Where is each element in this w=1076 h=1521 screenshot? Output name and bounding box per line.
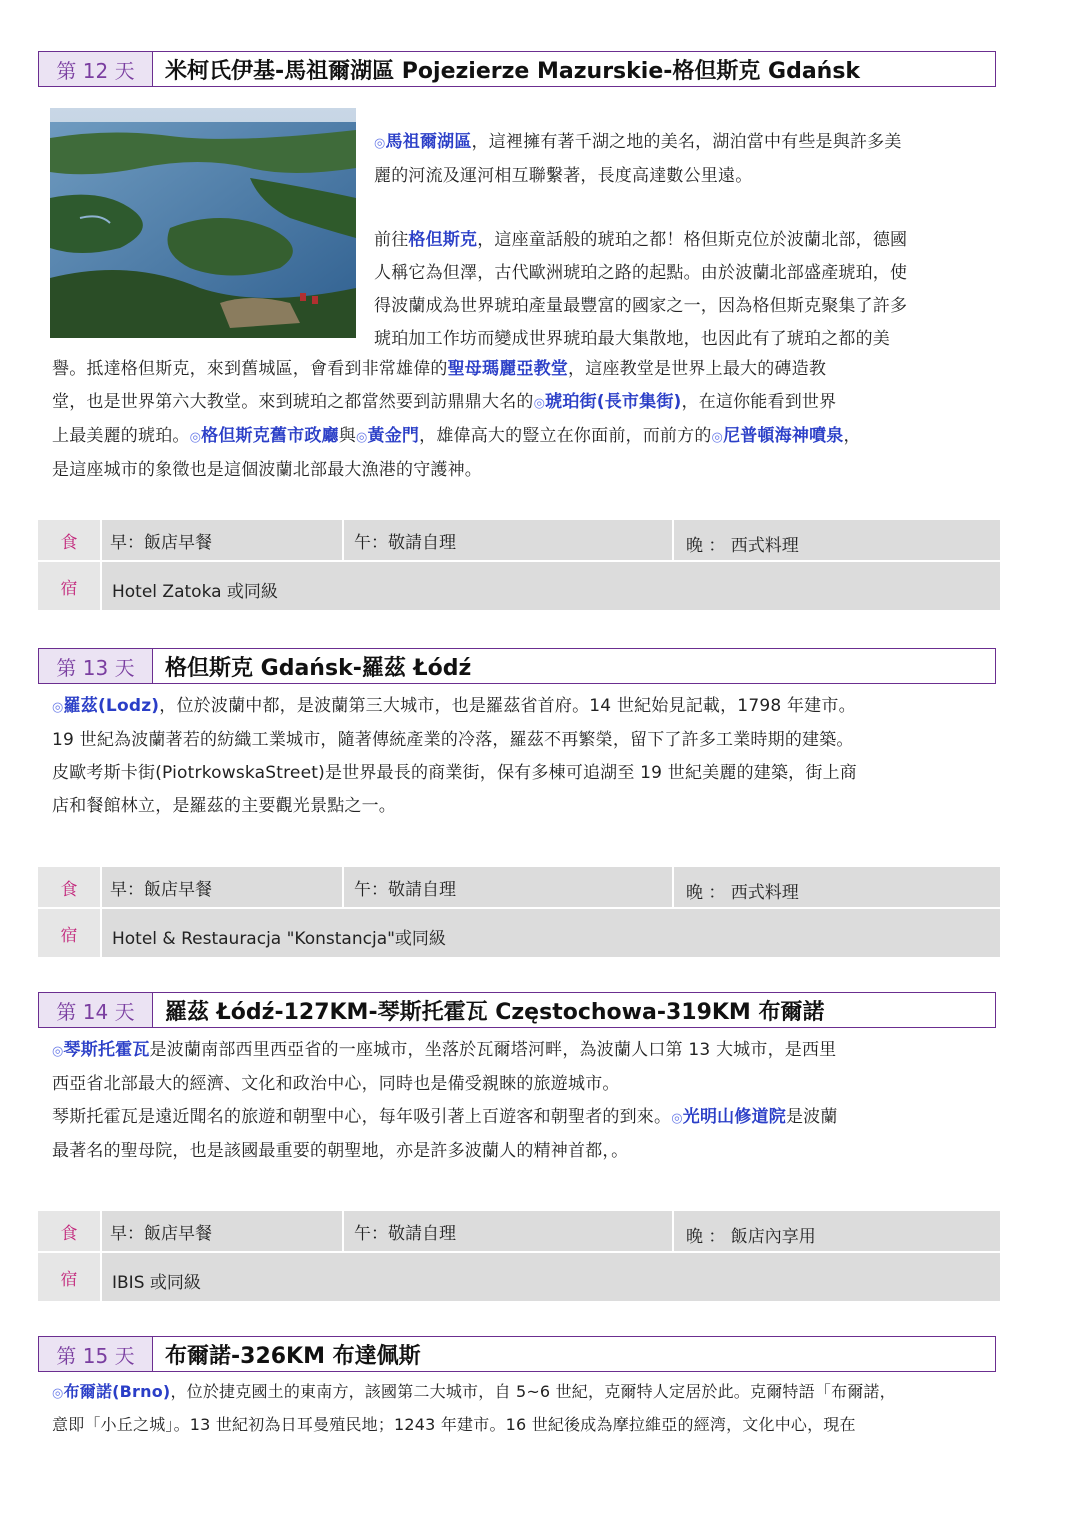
day-label: 第 15 天 — [39, 1337, 153, 1371]
day13-paragraph: ◎羅茲(Lodz)，位於波蘭中都，是波蘭第三大城市，也是羅茲省首府。14 世紀始見記載，1798 年建市。 19 世紀為波蘭著若的紡織工業城市，隨著傳統產業的冷落，羅茲不再繁榮，留下了許多工業時期的建築。 皮歐考斯卡街(PiotrkowskaStreet)是世界最長的商業街，保有多棟可追湖至 19 世紀美麗的建築，街上商 店和餐館林立，是羅茲的主要觀光景點之一。 — [52, 696, 857, 816]
day13-header — [38, 648, 996, 684]
day-title: 布爾諾-326KM 布達佩斯 — [165, 1343, 421, 1369]
hotel-label: 宿 — [38, 562, 100, 610]
day12-paragraph-2b: 譽。抵達格但斯克，來到舊城區，會看到非常雄偉的聖母瑪麗亞教堂，這座教堂是世界上最大的磚造教 堂，也是世界第六大教堂。來到琥珀之都當然要到訪鼎鼎大名的◎琥珀街(長市集街)，在這你能看到世界 上最美麗的琥珀。◎格但斯克舊市政廳與◎黃金門，雄偉高大的豎立在你面前，而前方的◎尼普頓海神噴泉， 是這座城市的象徵也是這個波蘭北部最大漁港的守護神。 — [52, 359, 861, 480]
dinner: 晚 ： 飯店內享用 — [674, 1211, 1000, 1251]
day13-meals-table — [38, 867, 1000, 959]
day12-paragraph-2a: 前往格但斯克，這座童話般的琥珀之都！格但斯克位於波蘭北部，德國 人稱它為但澤，古代歐洲琥珀之路的起點。由於波蘭北部盛產琥珀，使 得波蘭成為世界琥珀產量最豐富的國家之一，因為格但斯克聚集了許多 琥珀加工作坊而變成世界琥珀最大集散地，也因此有了琥珀之都的美 — [374, 230, 908, 349]
hotel-label: 宿 — [38, 1253, 100, 1301]
day14-meals-table — [38, 1211, 1000, 1303]
day-title: 羅茲 Łódź-127KM-琴斯托霍瓦 Częstochowa-319KM 布爾諾 — [165, 999, 825, 1025]
hotel-name: Hotel Zatoka 或同級 — [102, 562, 1000, 610]
day12-header — [38, 51, 996, 87]
lunch: 午：敬請自理 — [344, 867, 672, 907]
highlight-place: 馬祖爾湖區 — [385, 132, 472, 152]
day-title: 格但斯克 Gdańsk-羅茲 Łódź — [165, 655, 472, 681]
hotel-label: 宿 — [38, 909, 100, 957]
day14-header — [38, 992, 996, 1028]
lunch: 午：敬請自理 — [344, 1211, 672, 1251]
dinner: 晚 ： 西式料理 — [674, 867, 1000, 907]
day-label: 第 13 天 — [39, 649, 153, 683]
breakfast: 早：飯店早餐 — [102, 867, 342, 907]
hotel-name: IBIS 或同級 — [102, 1253, 1000, 1301]
day12-meals-table — [38, 520, 1000, 612]
meal-label: 食 — [38, 520, 100, 560]
breakfast: 早：飯店早餐 — [102, 520, 342, 560]
day15-paragraph: ◎布爾諾(Brno)，位於捷克國土的東南方，該國第二大城市，自 5~6 世紀，克爾特人定居於此。克爾特語「布爾諾， 意即「小丘之城」。13 世紀初為日耳曼殖民地；1243 年建市。16 世紀後成為摩拉維亞的經湾，文化中心，現在 — [52, 1382, 896, 1434]
dinner: 晚 ： 西式料理 — [674, 520, 1000, 560]
breakfast: 早：飯店早餐 — [102, 1211, 342, 1251]
lake-district-photo — [50, 108, 356, 338]
hotel-name: Hotel & Restauracja "Konstancja"或同級 — [102, 909, 1000, 957]
meal-label: 食 — [38, 867, 100, 907]
day-label: 第 12 天 — [39, 52, 153, 86]
day-label: 第 14 天 — [39, 993, 153, 1027]
day15-header — [38, 1336, 996, 1372]
day-title: 米柯氏伊基-馬祖爾湖區 Pojezierze Mazurskie-格但斯克 Gdańsk — [165, 58, 861, 84]
day14-paragraph: ◎琴斯托霍瓦是波蘭南部西里西亞省的一座城市，坐落於瓦爾塔河畔，為波蘭人口第 13 大城市，是西里 西亞省北部最大的經濟、文化和政治中心，同時也是備受親睞的旅遊城市。 琴斯托霍瓦是遠近聞名的旅遊和朝聖中心，每年吸引著上百遊客和朝聖者的到來。◎光明山修道院是波蘭 最著名的聖母院，也是該國最重要的朝聖地，亦是許多波蘭人的精神首都，。 — [52, 1040, 838, 1161]
lunch: 午：敬請自理 — [344, 520, 672, 560]
meal-label: 食 — [38, 1211, 100, 1251]
day12-paragraph-1: ◎馬祖爾湖區，這裡擁有著千湖之地的美名，湖泊當中有些是與許多美 麗的河流及運河相互聯繫著，長度高達數公里遠。 — [374, 132, 902, 186]
